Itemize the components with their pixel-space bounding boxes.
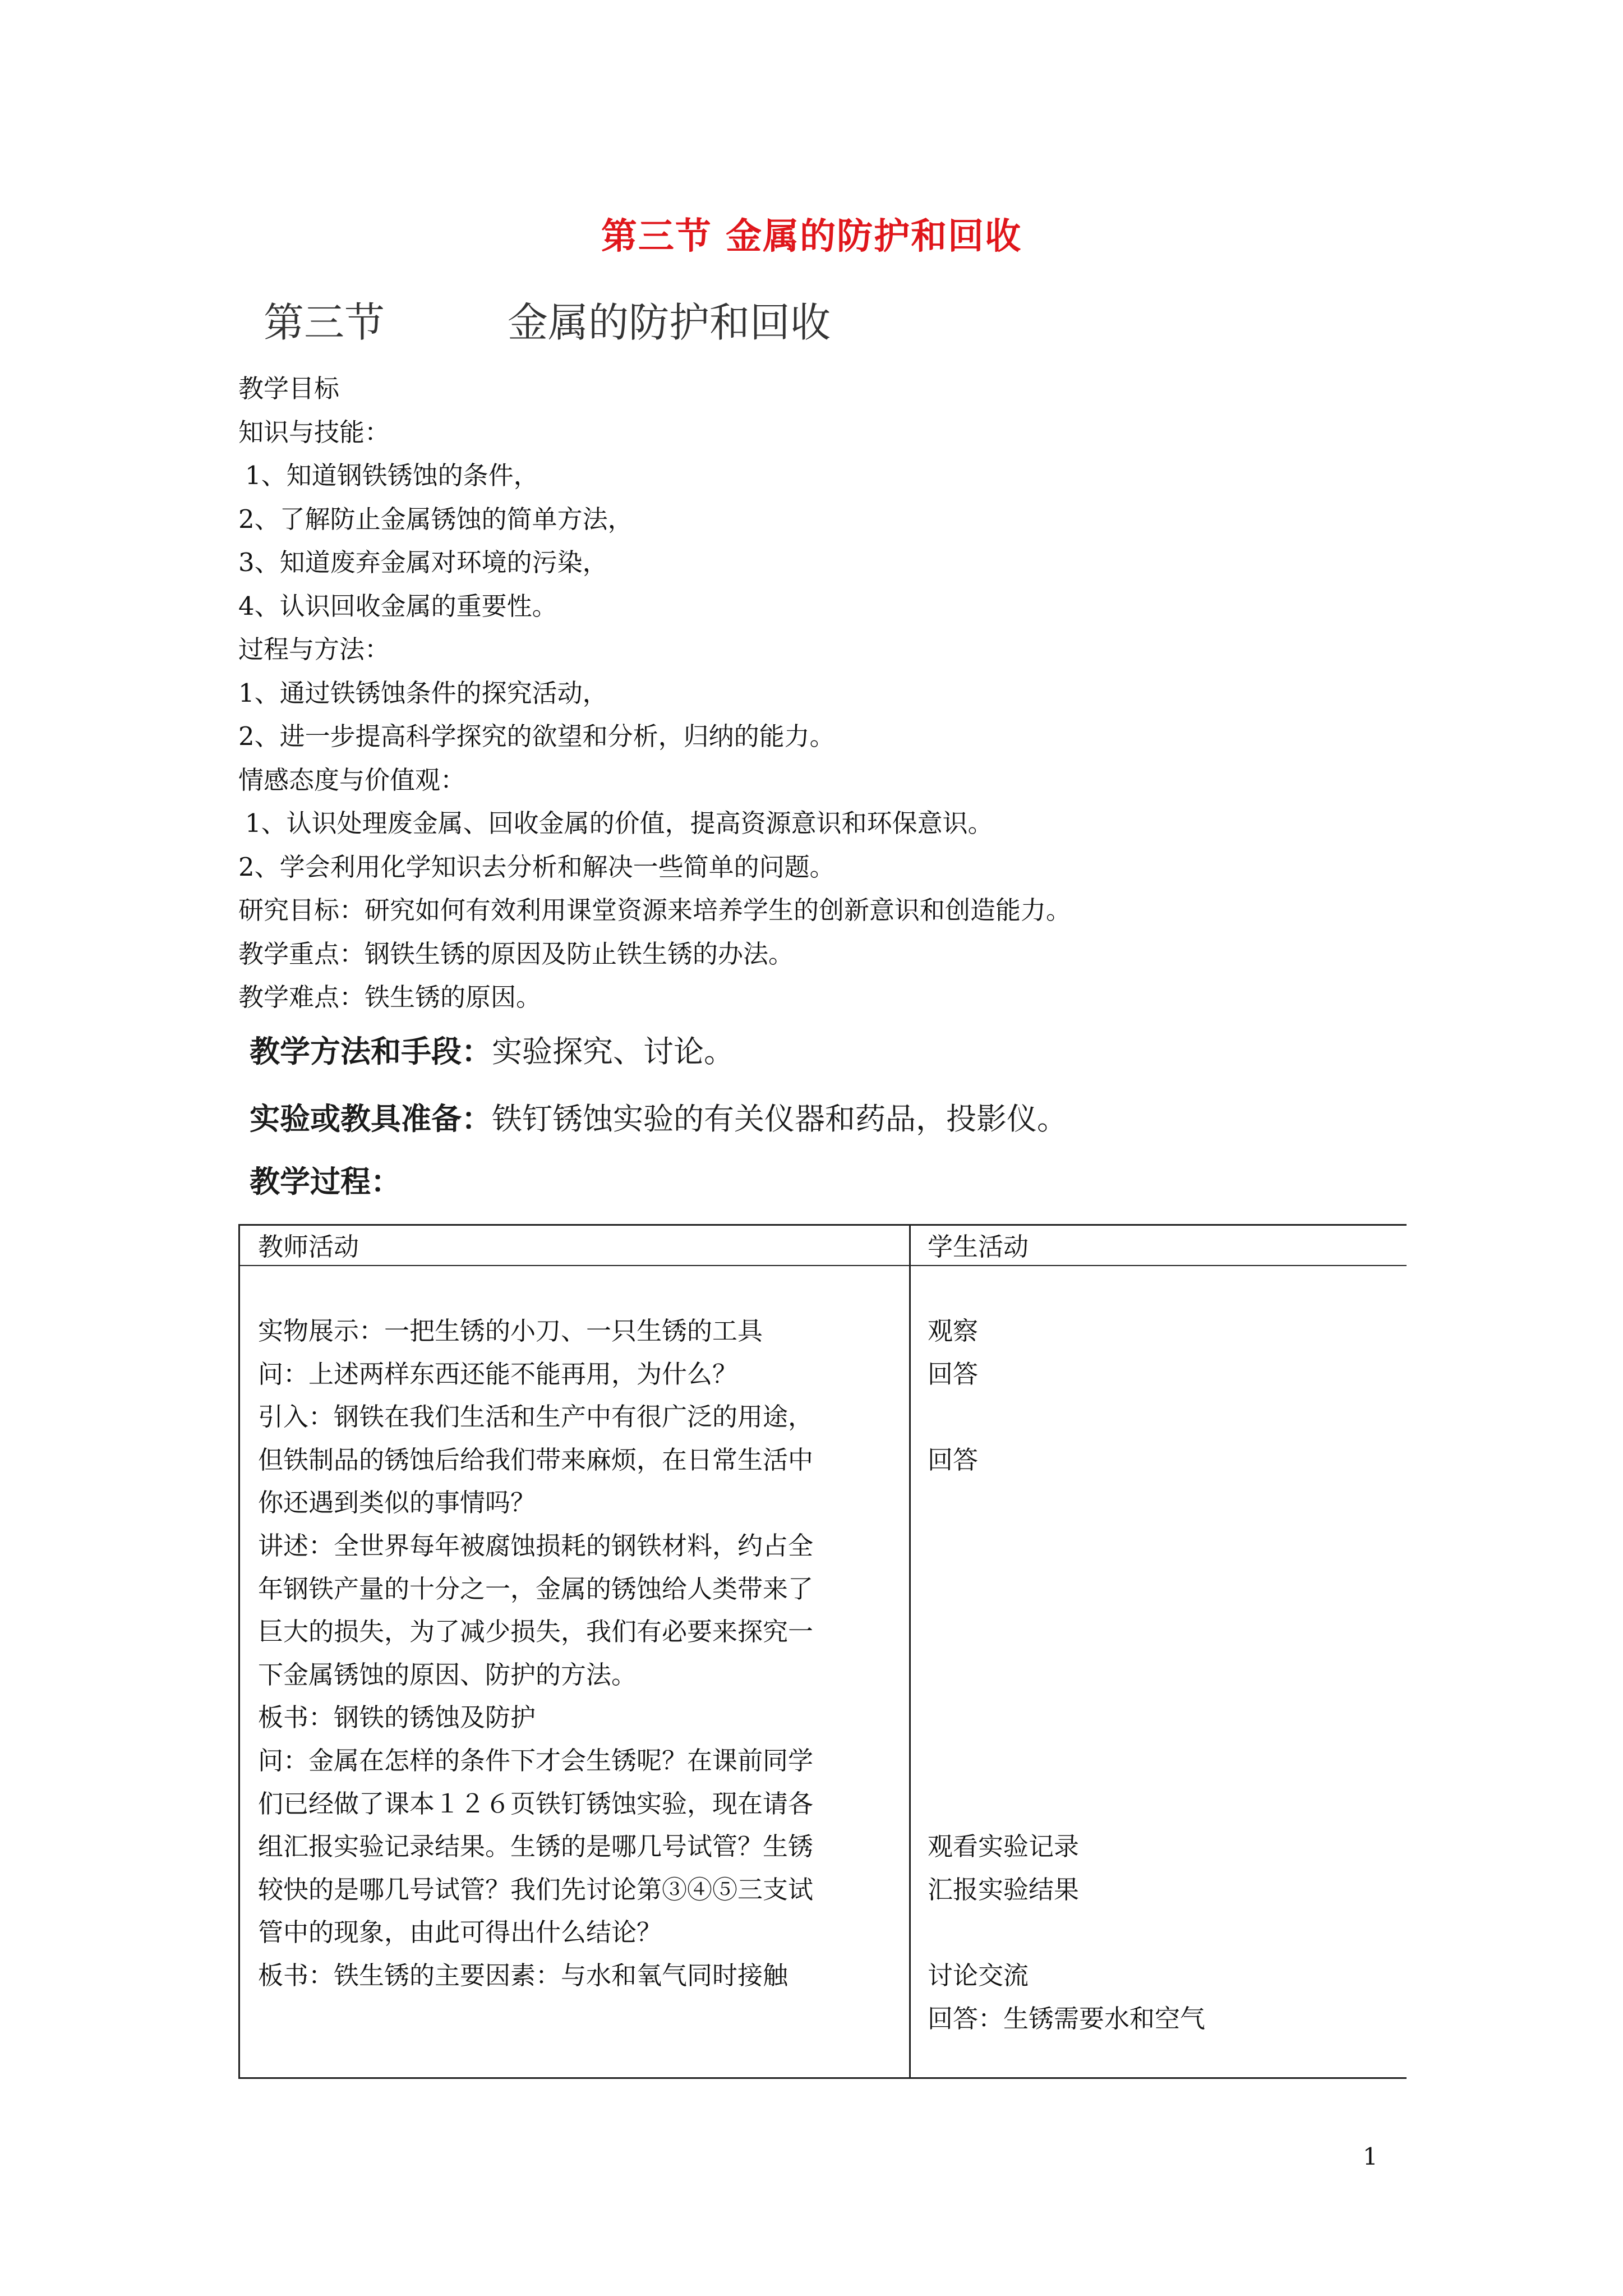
preparation-line <box>250 1094 1067 1144</box>
teaching-process-heading <box>250 1157 401 1207</box>
body-line: 1、通过铁锈蚀条件的探究活动， <box>238 678 608 708</box>
teaching-method-value: 实验探究、讨论。 <box>492 1034 734 1069</box>
teacher-line: 问：上述两样东西还能不能再用，为什么？ <box>258 1359 738 1389</box>
teaching-objectives <box>238 367 1416 1019</box>
teacher-line: 板书：铁生锈的主要因素：与水和氧气同时接触 <box>258 1960 789 1990</box>
body-line: 1、认识处理废金属、回收金属的价值，提高资源意识和环保意识。 <box>245 808 993 838</box>
activity-table <box>238 1224 1407 2079</box>
student-line: 讨论交流 <box>928 1960 1029 1990</box>
body-line: 2、进一步提高科学探究的欲望和分析，归纳的能力。 <box>238 721 835 751</box>
table-header-divider <box>240 1265 1407 1266</box>
table-column-divider <box>909 1226 911 2077</box>
body-line: 过程与方法： <box>238 634 390 664</box>
student-line: 汇报实验结果 <box>928 1874 1080 1904</box>
body-line: 情感态度与价值观： <box>238 765 466 795</box>
teacher-activity-cell <box>258 1310 897 1998</box>
student-line: 回答 <box>928 1359 979 1389</box>
body-line: 教学重点：钢铁生锈的原因及防止铁生锈的办法。 <box>238 938 794 969</box>
page-number: 1 <box>1363 2143 1378 2170</box>
teacher-line: 较快的是哪几号试管？我们先讨论第③④⑤三支试 <box>258 1874 814 1904</box>
banner-section-label: 第三节 <box>264 299 385 346</box>
body-line: 1、知道钢铁锈蚀的条件， <box>245 461 539 490</box>
header-teacher-activity: 教师活动 <box>258 1232 359 1262</box>
body-line: 4、认识回收金属的重要性。 <box>238 591 557 621</box>
teacher-line: 组汇报实验记录结果。生锈的是哪几号试管？生锈 <box>258 1832 814 1862</box>
teacher-line: 讲述：全世界每年被腐蚀损耗的钢铁材料，约占全 <box>258 1530 814 1561</box>
student-line: 观看实验记录 <box>928 1832 1080 1862</box>
teacher-line: 板书：钢铁的锈蚀及防护 <box>258 1703 536 1733</box>
teacher-line: 你还遇到类似的事情吗？ <box>258 1488 536 1518</box>
body-line: 3、知道废弃金属对环境的污染， <box>238 547 608 577</box>
teaching-method-label: 教学方法和手段： <box>250 1034 492 1069</box>
body-line: 教学目标 <box>238 374 340 403</box>
body-line: 教学难点：铁生锈的原因。 <box>238 982 542 1012</box>
body-line: 知识与技能： <box>238 417 390 447</box>
teacher-line: 巨大的损失，为了减少损失，我们有必要来探究一 <box>258 1617 814 1647</box>
teaching-process-label: 教学过程： <box>250 1164 401 1199</box>
body-line: 2、了解防止金属锈蚀的简单方法， <box>238 504 633 534</box>
header-student-activity: 学生活动 <box>928 1232 1029 1262</box>
banner-section-title: 金属的防护和回收 <box>508 299 831 346</box>
teacher-line: 们已经做了课本１２６页铁钉锈蚀实验，现在请各 <box>258 1788 814 1819</box>
teaching-method-line <box>250 1027 734 1077</box>
page-title: 第三节 金属的防护和回收 <box>601 215 1022 257</box>
student-line: 观察 <box>928 1316 979 1346</box>
body-line: 2、学会利用化学知识去分析和解决一些简单的问题。 <box>238 852 835 882</box>
body-line: 研究目标：研究如何有效利用课堂资源来培养学生的创新意识和创造能力。 <box>238 895 1072 925</box>
teacher-line: 实物展示：一把生锈的小刀、一只生锈的工具 <box>258 1316 763 1346</box>
teacher-line: 但铁制品的锈蚀后给我们带来麻烦，在日常生活中 <box>258 1444 814 1475</box>
teacher-line: 下金属锈蚀的原因、防护的方法。 <box>258 1659 637 1690</box>
preparation-label: 实验或教具准备： <box>250 1101 492 1137</box>
student-line: 回答：生锈需要水和空气 <box>928 2003 1206 2033</box>
teacher-line: 年钢铁产量的十分之一，金属的锈蚀给人类带来了 <box>258 1573 814 1604</box>
preparation-value: 铁钉锈蚀实验的有关仪器和药品，投影仪。 <box>492 1101 1067 1137</box>
teacher-line: 管中的现象，由此可得出什么结论？ <box>258 1917 662 1948</box>
student-activity-cell <box>928 1310 1387 2040</box>
teacher-line: 问：金属在怎样的条件下才会生锈呢？在课前同学 <box>258 1745 814 1775</box>
teacher-line: 引入：钢铁在我们生活和生产中有很广泛的用途， <box>258 1402 814 1432</box>
student-line: 回答 <box>928 1444 979 1475</box>
